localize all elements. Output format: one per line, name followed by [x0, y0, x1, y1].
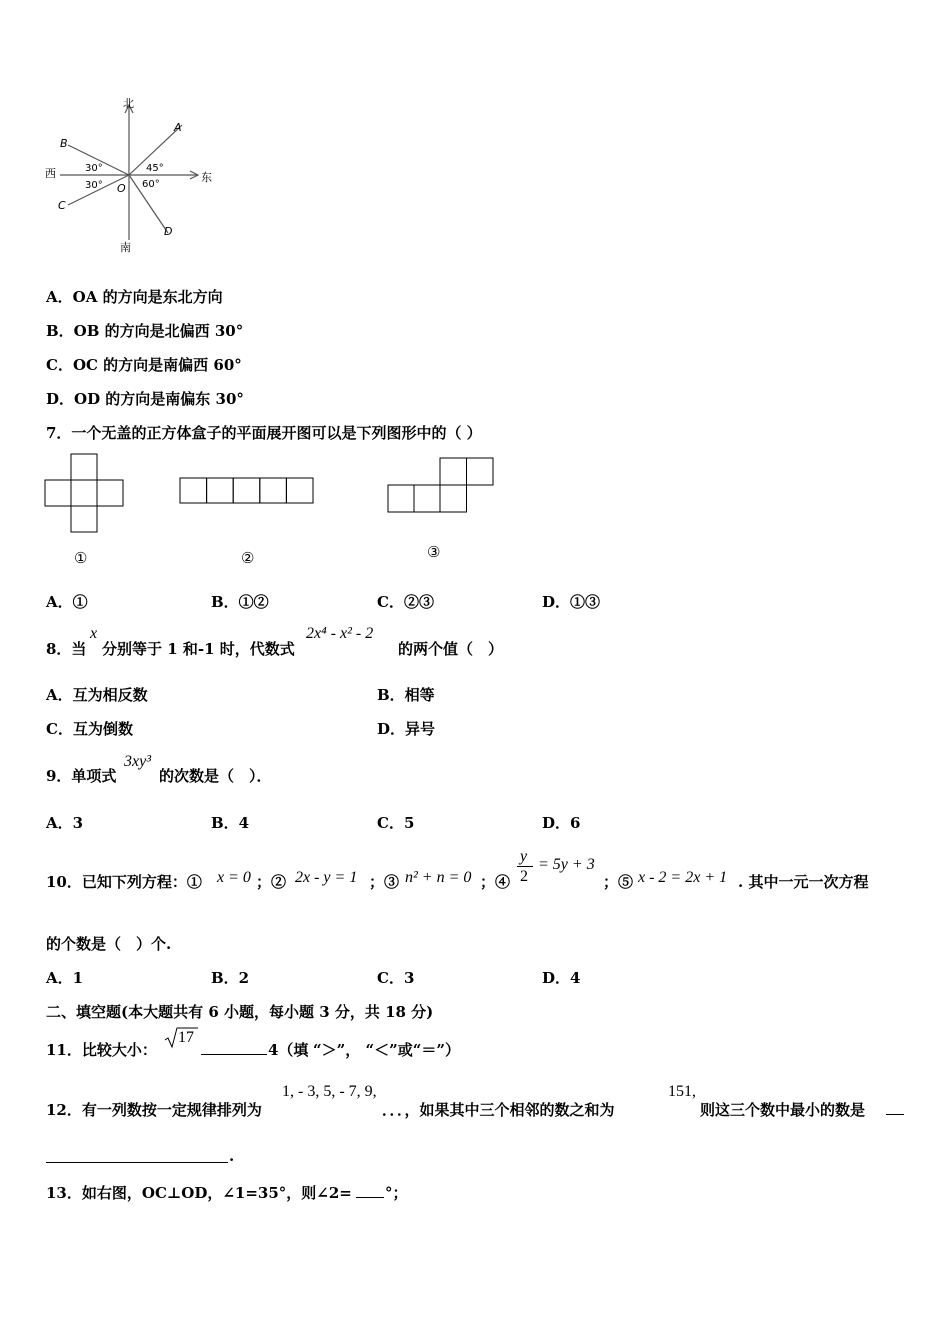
q8-option-b: B．相等: [377, 686, 435, 704]
q10-option-d: D．4: [542, 969, 581, 987]
q10-frac-num: y: [520, 848, 528, 865]
compass-label-b: B: [60, 137, 68, 150]
compass-label-d: D: [164, 225, 173, 238]
q8-option-c: C．互为倒数: [46, 720, 133, 738]
q8-option-d: D．异号: [377, 720, 436, 738]
compass-south-label: 南: [120, 241, 131, 254]
q10-sep5: ；⑤: [603, 873, 634, 891]
q11-radicand: 17: [178, 1029, 194, 1046]
q11-choices: “＞”， “＜”或“＝”）: [313, 1041, 460, 1059]
q7-option-d: D．①③: [542, 593, 601, 611]
q7-net-figure-3: [387, 457, 495, 514]
compass-north-label: 北: [123, 97, 134, 110]
q10-option-a: A．1: [46, 969, 84, 987]
q7-net-figure-1: [44, 453, 126, 535]
section-2-heading: 二、填空题(本大题共有 6 小题，每小题 3 分，共 18 分): [46, 1003, 434, 1021]
q13-text: 13．如右图，OC⊥OD，∠1=35°，则∠2=: [46, 1184, 352, 1202]
q11-prefix: 11．比较大小：: [46, 1041, 157, 1059]
q10-eq3: n² + n = 0: [405, 869, 472, 886]
q12-dots: ．．．，如果其中三个相邻的数之和为: [382, 1101, 615, 1119]
q8-expression: 2x⁴ - x² - 2: [306, 625, 374, 642]
q10-option-c: C．3: [377, 969, 415, 987]
q10-eq5: x - 2 = 2x + 1: [638, 869, 728, 886]
q12-sequence: 1, - 3, 5, - 7, 9,: [282, 1083, 377, 1100]
q7-fig-label-2: ②: [241, 549, 255, 567]
q9-option-b: B．4: [211, 814, 250, 832]
q10-frac-den: 2: [520, 868, 528, 885]
angle-d-label: 60°: [142, 179, 160, 190]
q6-option-d: D．OD 的方向是南偏东 30°: [46, 390, 244, 408]
q9-option-c: C．5: [377, 814, 415, 832]
q9-option-d: D．6: [542, 814, 581, 832]
q10-suffix: . 其中一元一次方程: [738, 873, 869, 891]
q7-fig-label-3: ③: [427, 543, 441, 561]
angle-b-label: 30°: [85, 163, 103, 174]
q10-prefix: 10．已知下列方程：①: [46, 873, 202, 891]
compass-label-o: O: [117, 182, 126, 195]
q9-option-a: A．3: [46, 814, 84, 832]
angle-c-label: 30°: [85, 180, 103, 191]
q8-suffix: 的两个值（ ）: [398, 640, 504, 658]
compass-west-label: 西: [45, 167, 56, 180]
q8-var: x: [90, 625, 98, 642]
compass-label-c: C: [58, 199, 66, 212]
q10-sep2: ；②: [256, 873, 287, 891]
q6-option-a: A．OA 的方向是东北方向: [46, 288, 223, 306]
q12-answer-blank-start[interactable]: [886, 1100, 904, 1115]
q10-fraction-bar: [517, 866, 533, 867]
q6-option-b: B．OB 的方向是北偏西 30°: [46, 322, 244, 340]
q10-eq2: 2x - y = 1: [295, 869, 358, 886]
q6-option-c: C．OC 的方向是南偏西 60°: [46, 356, 242, 374]
q7-net-figure-2: [179, 477, 315, 505]
q12-suffix: 则这三个数中最小的数是: [700, 1101, 866, 1119]
q10-eq4-rest: = 5y + 3: [538, 856, 595, 873]
q7-option-b: B．①②: [211, 593, 269, 611]
compass-diagram: [40, 95, 230, 255]
q10-option-b: B．2: [211, 969, 250, 987]
q7-option-a: A．①: [46, 593, 88, 611]
q10-sep4: ；④: [480, 873, 511, 891]
q8-prefix: 8．当: [46, 640, 87, 658]
q7-fig-label-1: ①: [74, 549, 88, 567]
q12-sum: 151,: [668, 1083, 696, 1100]
q9-suffix: 的次数是（ ）．: [159, 767, 272, 785]
q8-option-a: A．互为相反数: [46, 686, 148, 704]
q7-option-c: C．②③: [377, 593, 434, 611]
q13-end: °；: [385, 1184, 408, 1202]
compass-label-a: A: [174, 121, 182, 134]
q12-answer-blank[interactable]: [46, 1148, 228, 1163]
q11-mid: 4（填: [268, 1041, 309, 1059]
q9-prefix: 9．单项式: [46, 767, 117, 785]
q12-prefix: 12．有一列数按一定规律排列为: [46, 1101, 262, 1119]
q10-line2: 的个数是（ ）个.: [46, 935, 172, 953]
q10-eq1: x = 0: [217, 869, 251, 886]
compass-east-label: 东: [201, 171, 212, 184]
angle-a-label: 45°: [146, 163, 164, 174]
q11-answer-blank[interactable]: [201, 1040, 267, 1055]
q13-answer-blank[interactable]: [356, 1183, 384, 1198]
q7-stem: 7．一个无盖的正方体盒子的平面展开图可以是下列图形中的（ ）: [46, 424, 482, 442]
q9-expression: 3xy³: [124, 753, 151, 770]
q10-sep3: ；③: [369, 873, 400, 891]
q12-line2-end: .: [229, 1147, 235, 1165]
q8-middle: 分别等于 1 和-1 时，代数式: [102, 640, 295, 658]
